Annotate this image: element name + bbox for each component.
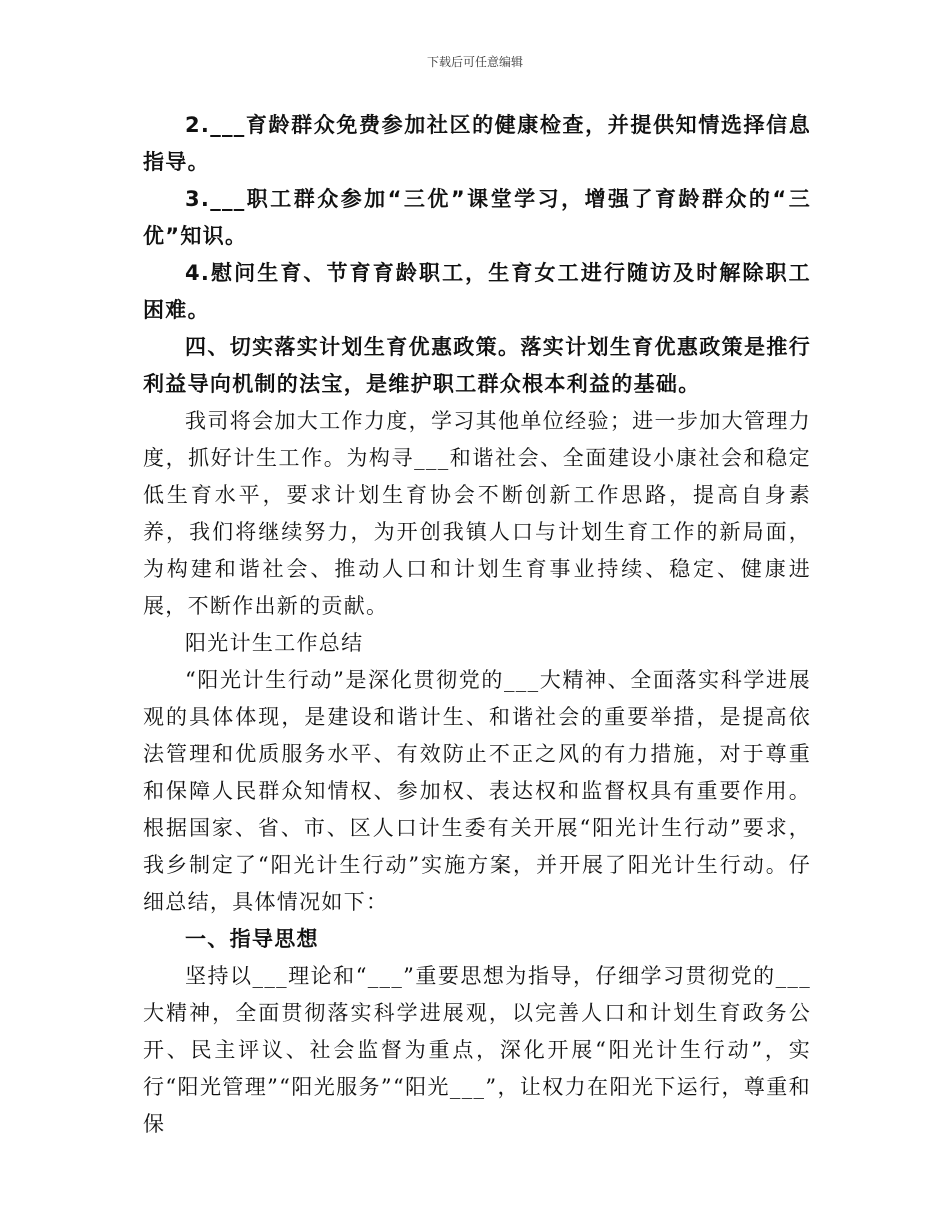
document-title: 阳光计生工作总结 <box>185 631 364 655</box>
paragraph-item-2: 2.___育龄群众免费参加社区的健康检查，并提供知情选择信息指导。 <box>143 113 811 174</box>
paragraph-summary: 我司将会加大工作力度，学习其他单位经验；进一步加大管理力度，抓好计生工作。为构寻___和谐社会、全面建设小康社会和稳定低生育水平，要求计划生育协会不断创新工作思路，提高自身素养，我们将继续努力，为开创我镇人口与计划生育工作的新局面，为构建和谐社会、推动人口和计划生育事业持续、稳定、健康进展，不断作出新的贡献。 <box>143 409 811 618</box>
document-body <box>143 107 811 1143</box>
paragraph-guidance: 坚持以___理论和“___”重要思想为指导，仔细学习贯彻党的___大精神，全面贯彻落实科学进展观，以完善人口和计划生育政务公开、民主评议、社会监督为重点，深化开展“阳光计生行动”，实行“阳光管理”“阳光服务”“阳光___”，让权力在阳光下运行，尊重和保 <box>143 964 811 1136</box>
paragraph-item-4: 4.慰问生育、节育育龄职工，生育女工进行随访及时解除职工困难。 <box>143 261 811 322</box>
paragraph-intro: “阳光计生行动”是深化贯彻党的___大精神、全面落实科学进展观的具体体现，是建设和谐计生、和谐社会的重要举措，是提高依法管理和优质服务水平、有效防止不正之风的有力措施，对于尊重和保障人民群众知情权、参加权、表达权和监督权具有重要作用。根据国家、省、市、区人口计生委有关开展“阳光计生行动”要求，我乡制定了“阳光计生行动”实施方案，并开展了阳光计生行动。仔细总结，具体情况如下： <box>143 668 811 914</box>
section-heading-one: 一、指导思想 <box>185 927 319 951</box>
paragraph-item-3: 3.___职工群众参加“三优”课堂学习，增强了育龄群众的“三优”知识。 <box>143 187 811 248</box>
page-header: 下载后可任意编辑 <box>426 55 523 69</box>
section-heading-four: 四、切实落实计划生育优惠政策。落实计划生育优惠政策是推行利益导向机制的法宝，是维护职工群众根本利益的基础。 <box>143 335 811 396</box>
